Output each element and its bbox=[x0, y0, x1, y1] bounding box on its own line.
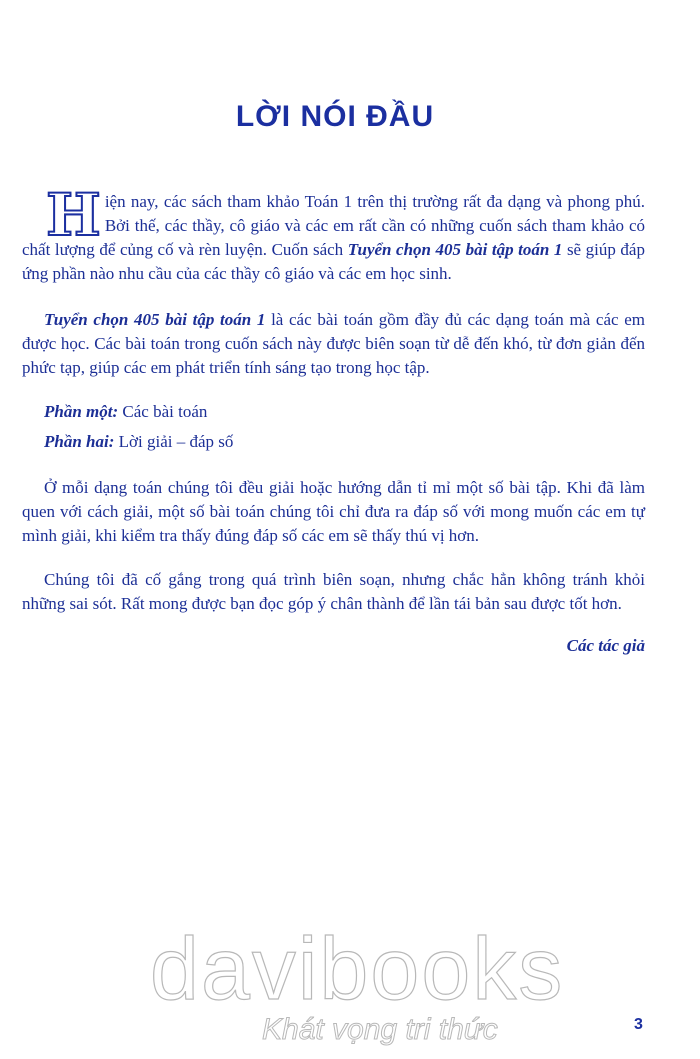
paragraph-method-text: Ở mỗi dạng toán chúng tôi đều giải hoặc hướng dẫn tỉ mỉ một số bài tập. Khi đã làm quen với cách giải, một số bài toán chúng tôi chỉ đưa ra đáp số với mong muốn các em tự mình giải, khi kiểm tra thấy đúng đáp số các em sẽ thấy thú vị hơn. bbox=[22, 478, 645, 545]
section-text: Các bài toán bbox=[118, 402, 208, 421]
section-item bbox=[22, 400, 645, 424]
paragraph-closing bbox=[22, 568, 645, 616]
section-item bbox=[22, 430, 645, 454]
paragraph-intro-text-1: iện nay, các sách tham khảo Toán 1 trên thị trường rất đa dạng và phong phú. Bởi thế, các thầy, cô giáo và các em rất cần có những cuốn sách tham khảo có chất lượng để củng cố và rèn luyện. Cuốn sách bbox=[22, 192, 645, 259]
book-title-italic: Tuyển chọn 405 bài tập toán 1 bbox=[347, 240, 563, 259]
page-number: 3 bbox=[634, 1016, 643, 1033]
section-label: Phần hai: bbox=[44, 432, 115, 451]
paragraph-intro-text-2: sẽ giúp đáp ứng phần nào nhu cầu của các thầy cô giáo và các em học sinh. bbox=[22, 240, 645, 283]
section-label: Phần một: bbox=[44, 402, 119, 421]
section-text: Lời giải – đáp số bbox=[114, 432, 234, 451]
watermark-tagline: Khát vọng tri thức bbox=[262, 1013, 498, 1046]
paragraph-description bbox=[22, 308, 645, 380]
signature: Các tác giả bbox=[566, 636, 645, 655]
watermark-logo: davibooks bbox=[150, 919, 565, 1018]
page-title: LỜI NÓI ĐẦU bbox=[235, 100, 435, 133]
paragraph-method bbox=[22, 476, 645, 548]
paragraph-description-text: là các bài toán gồm đầy đủ các dạng toán mà các em được học. Các bài toán trong cuốn sách này được biên soạn từ dễ đến khó, từ đơn giản đến phức tạp, giúp các em phát triển tính sáng tạo trong học tập. bbox=[22, 310, 645, 377]
drop-cap-letter: H bbox=[46, 181, 101, 249]
preface-body bbox=[22, 181, 645, 658]
book-title-italic: Tuyển chọn 405 bài tập toán 1 bbox=[44, 310, 266, 329]
paragraph-intro bbox=[22, 181, 645, 286]
paragraph-closing-text: Chúng tôi đã cố gắng trong quá trình biên soạn, nhưng chắc hẳn không tránh khỏi những sai sót. Rất mong được bạn đọc góp ý chân thành để lần tái bản sau được tốt hơn. bbox=[22, 570, 645, 613]
sections-list bbox=[22, 400, 645, 454]
